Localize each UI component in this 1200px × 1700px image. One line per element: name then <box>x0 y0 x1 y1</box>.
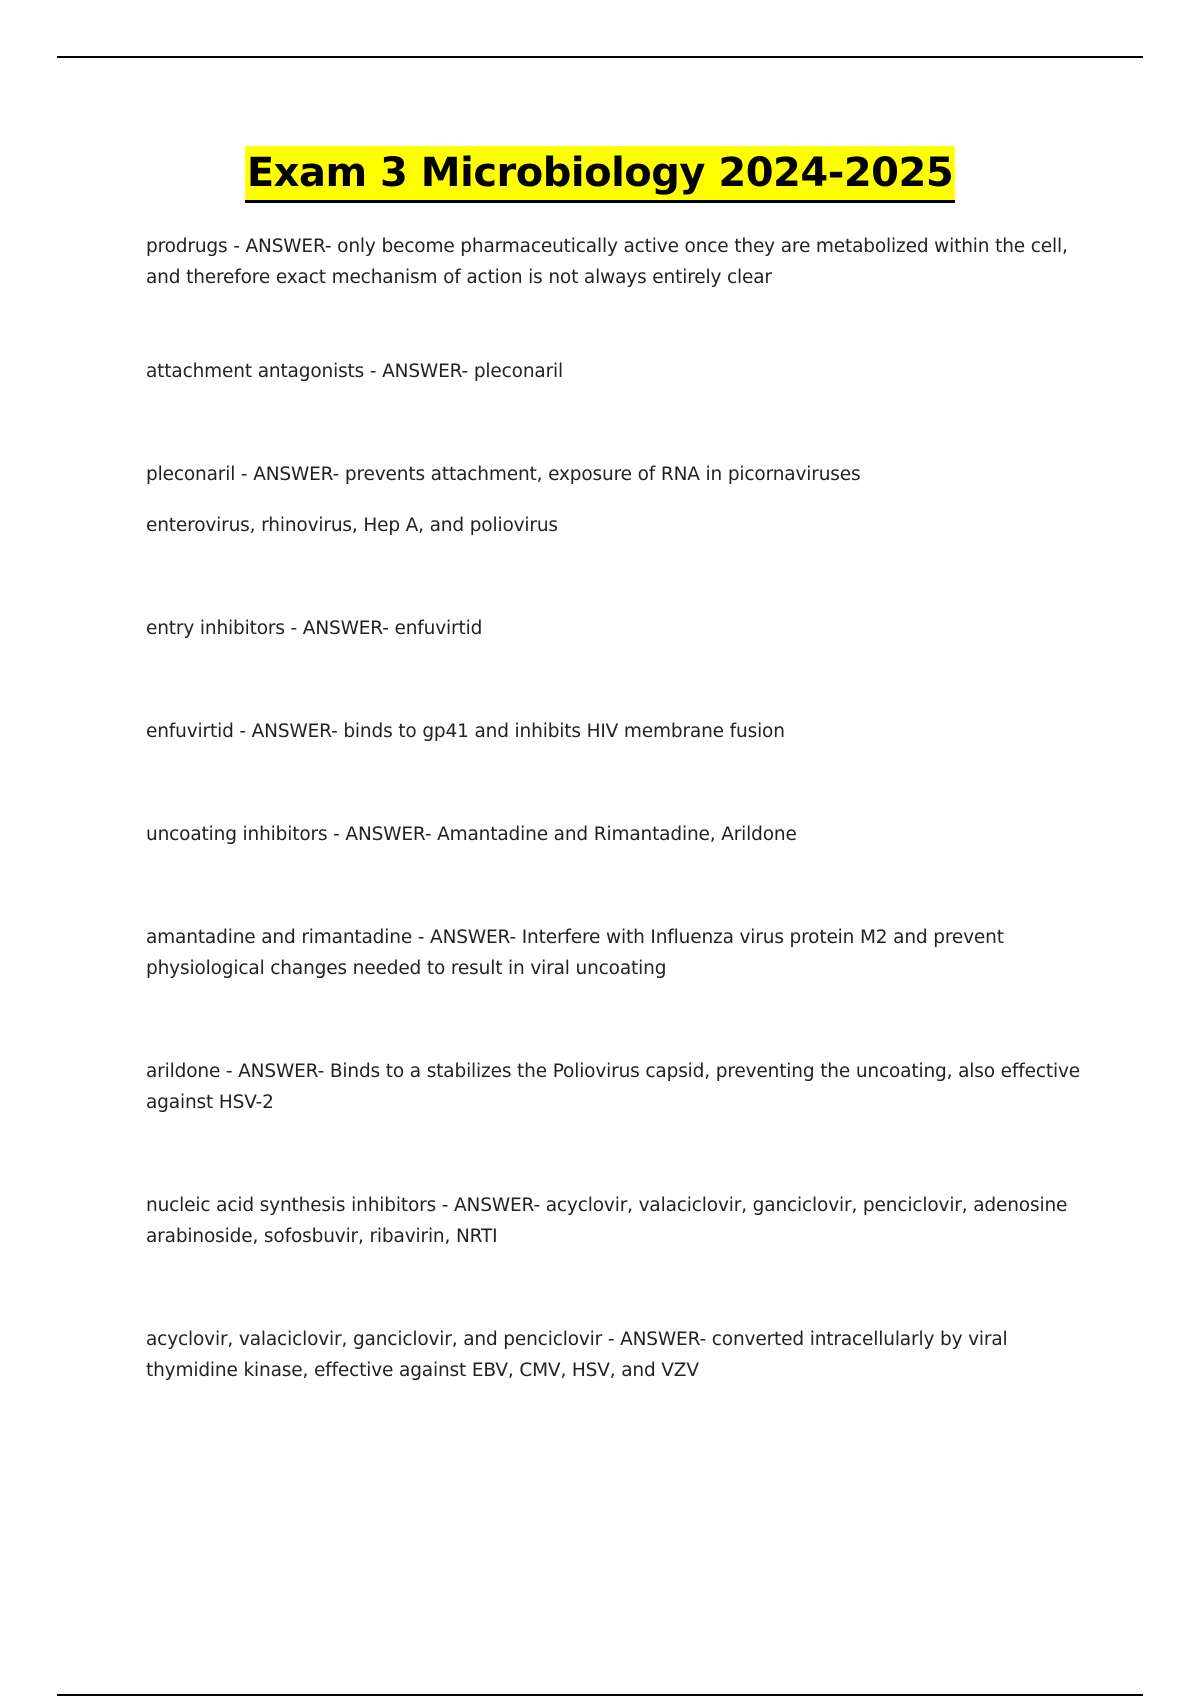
qa-entry-text: pleconaril - ANSWER- prevents attachment, exposure of RNA in picornaviruses <box>146 464 861 485</box>
qa-entry-nucleic-acid-inhibitors <box>146 1190 1086 1252</box>
qa-entry-arildone <box>146 1056 1086 1118</box>
qa-entry-text: nucleic acid synthesis inhibitors - ANSWER- acyclovir, valaciclovir, ganciclovir, penciclovir, adenosine arabinoside, sofosbuvir, ribavirin, NRTI <box>146 1195 1068 1247</box>
qa-entry-continuation <box>146 510 1086 541</box>
qa-entry-text: prodrugs - ANSWER- only become pharmaceutically active once they are metabolized within the cell, and therefore exact mechanism of action is not always entirely clear <box>146 236 1068 288</box>
qa-entry-prodrugs <box>146 231 1086 293</box>
qa-entry-text: uncoating inhibitors - ANSWER- Amantadine and Rimantadine, Arildone <box>146 824 797 845</box>
qa-entry-text: arildone - ANSWER- Binds to a stabilizes the Poliovirus capsid, preventing the uncoating, also effective against HSV-2 <box>146 1061 1080 1113</box>
bottom-rule <box>57 1694 1143 1696</box>
qa-entry-text: enfuvirtid - ANSWER- binds to gp41 and inhibits HIV membrane fusion <box>146 721 785 742</box>
qa-entry-pleconaril <box>146 459 1086 490</box>
page-title: Exam 3 Microbiology 2024-2025 <box>245 146 955 203</box>
qa-entry-acyclovir <box>146 1324 1086 1386</box>
title-container <box>0 146 1200 203</box>
qa-entry-text: amantadine and rimantadine - ANSWER- Interfere with Influenza virus protein M2 and prevent physiological changes needed to result in viral uncoating <box>146 927 1004 979</box>
qa-entry-text: acyclovir, valaciclovir, ganciclovir, and penciclovir - ANSWER- converted intracellularly by viral thymidine kinase, effective against EBV, CMV, HSV, and VZV <box>146 1329 1008 1381</box>
qa-entry-enfuvirtid <box>146 716 1086 747</box>
top-rule <box>57 56 1143 58</box>
qa-entry-amantadine <box>146 922 1086 984</box>
qa-entry-uncoating-inhibitors <box>146 819 1086 850</box>
qa-entry-attachment-antagonists <box>146 356 1086 387</box>
qa-entry-text: enterovirus, rhinovirus, Hep A, and poliovirus <box>146 515 558 536</box>
qa-entry-entry-inhibitors <box>146 613 1086 644</box>
qa-entry-text: entry inhibitors - ANSWER- enfuvirtid <box>146 618 483 639</box>
qa-entry-text: attachment antagonists - ANSWER- pleconaril <box>146 361 564 382</box>
